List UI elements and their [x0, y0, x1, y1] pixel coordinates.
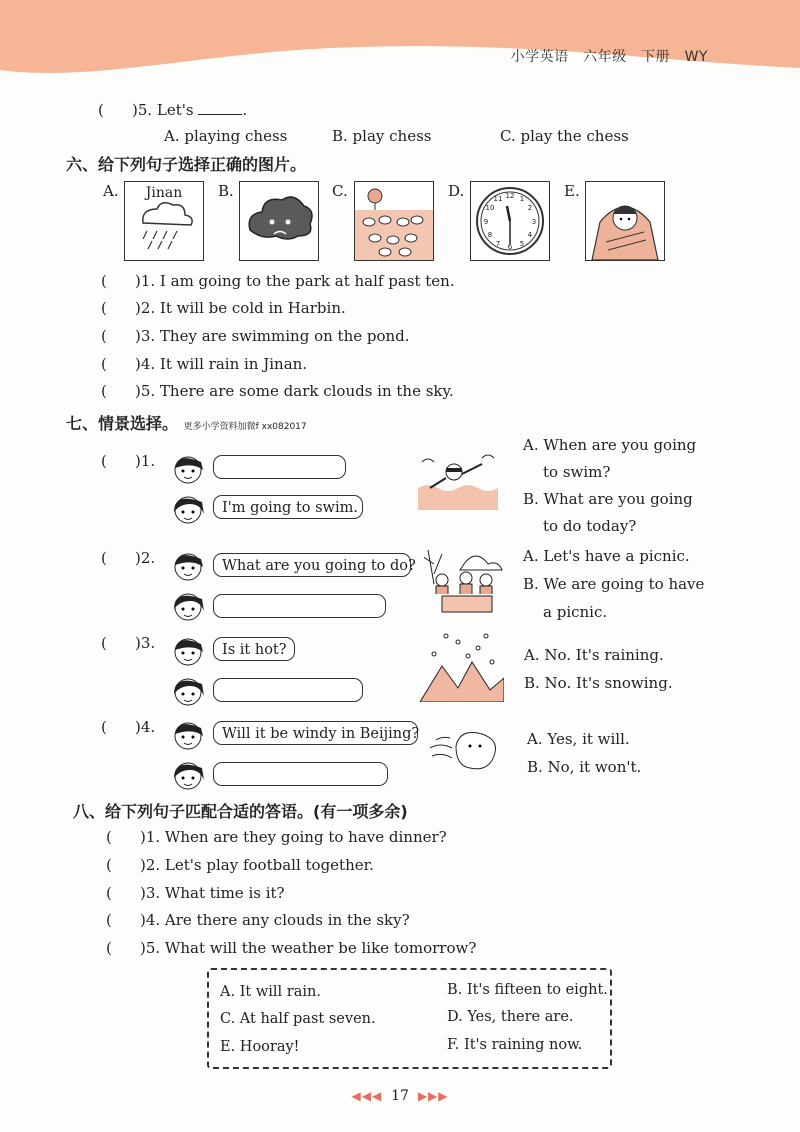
answer-d: D. Yes, there are. [447, 1009, 574, 1025]
jinan-label: Jinan [145, 185, 183, 201]
speech-bubble: Will it be windy in Beijing? [213, 721, 418, 745]
boy-avatar [170, 716, 206, 752]
s8-item-4: ( )4. Are there any clouds in the sky? [106, 911, 410, 929]
s7-2-opt-b: B. We are going to have [523, 575, 705, 593]
page-number: 17 [391, 1088, 409, 1104]
label-d: D. [448, 182, 465, 200]
s6-item-4: ( )4. It will rain in Jinan. [101, 355, 308, 373]
header-book-title: 小学英语 六年级 下册 WY [510, 49, 708, 65]
speech-bubble: What are you going to do? [213, 553, 411, 577]
section-6-title: 六、给下列句子选择正确的图片。 [66, 155, 307, 174]
swimming-icon [418, 448, 506, 510]
s7-1-opt-b: B. What are you going [523, 490, 693, 508]
section-7-title: 七、情景选择。 更多小学资料加微f xx082017 [66, 414, 307, 433]
rain-cloud-icon [125, 201, 203, 253]
s6-item-3: ( )3. They are swimming on the pond. [101, 327, 410, 345]
page-footer [0, 1088, 800, 1104]
wind-face-icon [428, 724, 508, 776]
option-b: B. play chess [332, 127, 432, 145]
left-arrows-icon: ◀◀◀ [351, 1089, 383, 1103]
s7-item-1-number: ( )1. [101, 452, 156, 470]
s7-2-opt-b-cont: a picnic. [543, 603, 608, 621]
cold-person-icon [586, 182, 664, 260]
s7-3-opt-a: A. No. It's raining. [524, 646, 664, 664]
snowy-mountains-icon [420, 632, 504, 702]
boy-avatar [170, 547, 206, 583]
svg-text:5: 5 [519, 240, 525, 248]
picture-d-clock [470, 181, 550, 261]
answer-blank[interactable] [198, 102, 242, 115]
speech-bubble-empty[interactable] [213, 594, 386, 618]
s7-3-opt-b: B. No. It's snowing. [524, 674, 673, 692]
s6-item-5: ( )5. There are some dark clouds in the sky. [101, 382, 454, 400]
svg-text:8: 8 [487, 231, 493, 239]
s7-1-opt-b-cont: to do today? [543, 517, 637, 535]
picture-b-dark-cloud [239, 181, 319, 261]
header-band [0, 0, 800, 80]
girl-avatar [170, 587, 206, 623]
svg-text:2: 2 [527, 204, 533, 212]
answer-c: C. At half past seven. [220, 1011, 376, 1027]
picture-c-ducks-swimming [354, 181, 434, 261]
boy-avatar [170, 632, 206, 668]
s7-1-opt-a-cont: to swim? [543, 463, 611, 481]
ducks-on-pond-icon [355, 182, 433, 260]
speech-bubble-empty[interactable] [213, 762, 388, 786]
label-c: C. [332, 182, 348, 200]
svg-text:7: 7 [495, 240, 501, 248]
speech-bubble-empty[interactable] [213, 678, 363, 702]
question-5-top: ( )5. Let's . [98, 101, 248, 119]
answer-b: B. It's fifteen to eight. [447, 982, 608, 998]
answer-e: E. Hooray! [220, 1039, 300, 1055]
boy-avatar [170, 450, 206, 486]
s7-item-2-number: ( )2. [101, 549, 156, 567]
girl-avatar [170, 756, 206, 792]
picture-e-cold-person [585, 181, 665, 261]
s7-1-opt-a: A. When are you going [523, 436, 697, 454]
svg-text:3: 3 [531, 218, 537, 226]
svg-text:9: 9 [483, 218, 489, 226]
s7-4-opt-a: A. Yes, it will. [527, 730, 630, 748]
answer-a: A. It will rain. [220, 984, 321, 1000]
speech-bubble: I'm going to swim. [213, 495, 363, 519]
svg-text:12: 12 [505, 192, 515, 200]
option-a: A. playing chess [164, 127, 288, 145]
svg-text:10: 10 [485, 204, 495, 212]
option-c: C. play the chess [500, 127, 629, 145]
s7-item-4-number: ( )4. [101, 718, 156, 736]
right-arrows-icon: ▶▶▶ [417, 1089, 449, 1103]
picnic-icon [424, 544, 506, 616]
girl-avatar [170, 490, 206, 526]
answer-f: F. It's raining now. [447, 1037, 583, 1053]
label-b: B. [218, 182, 234, 200]
s6-item-2: ( )2. It will be cold in Harbin. [101, 299, 346, 317]
label-e: E. [564, 182, 580, 200]
s8-item-2: ( )2. Let's play football together. [106, 856, 374, 874]
svg-text:6: 6 [507, 243, 513, 251]
s7-4-opt-b: B. No, it won't. [527, 758, 642, 776]
s7-2-opt-a: A. Let's have a picnic. [523, 547, 690, 565]
s6-item-1: ( )1. I am going to the park at half past ten. [101, 272, 455, 290]
dark-cloud-icon [240, 182, 318, 260]
s8-item-1: ( )1. When are they going to have dinner? [106, 828, 447, 846]
svg-text:1: 1 [519, 195, 525, 203]
s8-item-3: ( )3. What time is it? [106, 884, 285, 902]
speech-bubble-empty[interactable] [213, 455, 346, 479]
s7-item-3-number: ( )3. [101, 634, 156, 652]
picture-a-rain [124, 181, 204, 261]
svg-text:11: 11 [493, 195, 503, 203]
label-a: A. [103, 182, 119, 200]
svg-text:4: 4 [527, 231, 533, 239]
clock-icon [471, 182, 549, 260]
girl-avatar [170, 672, 206, 708]
promo-note: 更多小学资料加微f xx082017 [183, 422, 307, 432]
s8-item-5: ( )5. What will the weather be like tomorrow? [106, 939, 477, 957]
section-8-title: 八、给下列句子匹配合适的答语。(有一项多余) [73, 802, 408, 821]
speech-bubble: Is it hot? [213, 637, 295, 661]
